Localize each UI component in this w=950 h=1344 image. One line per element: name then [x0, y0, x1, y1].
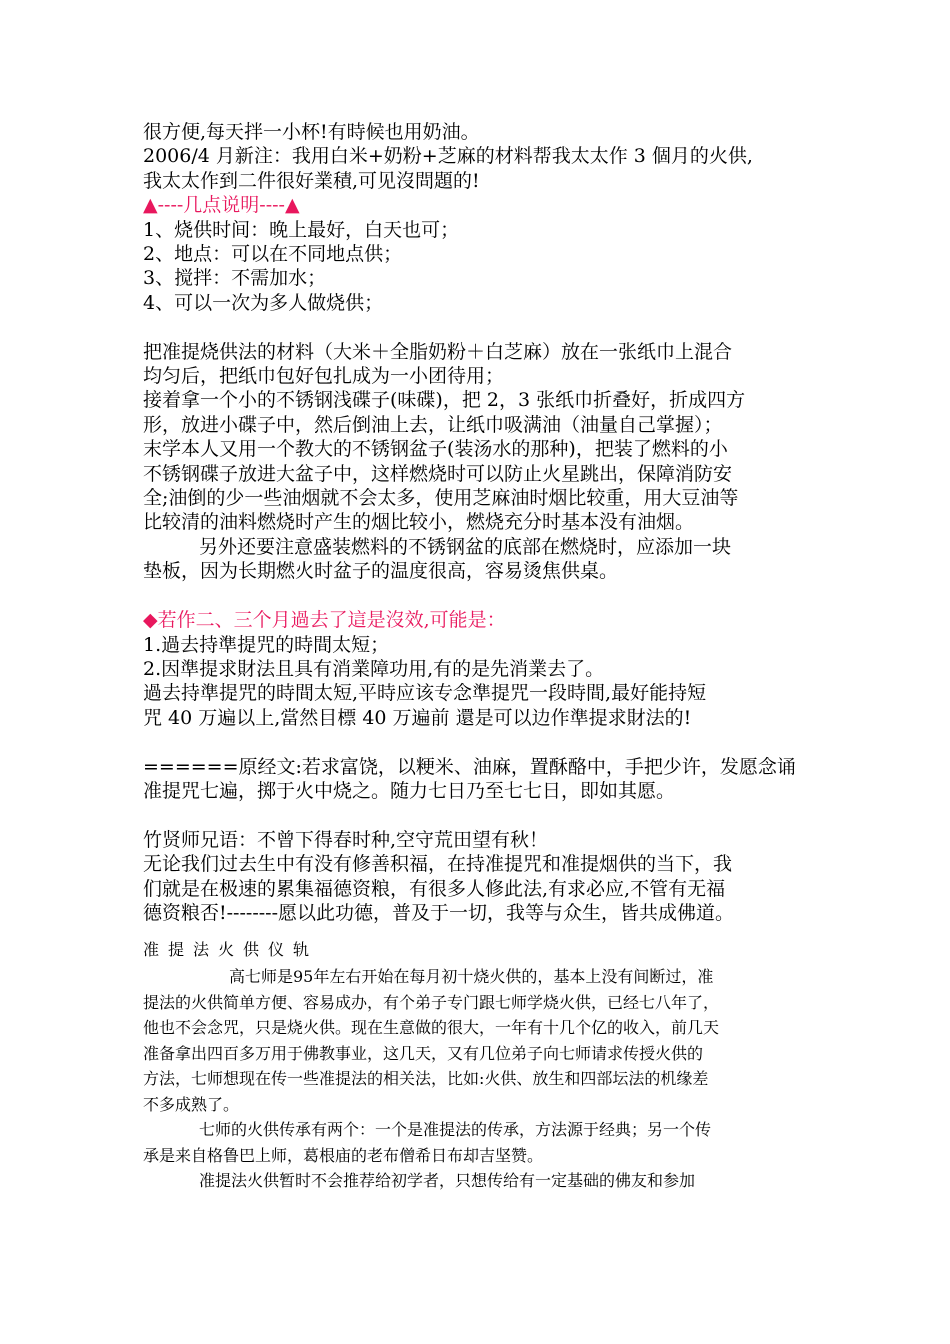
- text-line: 把准提烧供法的材料（大米＋全脂奶粉＋白芝麻）放在一张纸巾上混合: [143, 340, 733, 363]
- section-method: [143, 340, 823, 584]
- text-line: 末学本人又用一个教大的不锈钢盆子(装汤水的那种)，把装了燃料的小: [143, 438, 728, 461]
- document-page: [143, 120, 823, 1194]
- section-sutra: [143, 755, 823, 804]
- text-line: 全;油倒的少一些油烟就不会太多，使用芝麻油时烟比较重，用大豆油等: [143, 487, 739, 510]
- spacer: [143, 730, 823, 754]
- notes-item: 1、烧供时间：晚上最好，白天也可；: [143, 218, 460, 241]
- text-line: 方法，七师想现在传一些准提法的相关法，比如:火供、放生和四部坛法的机缘差: [143, 1069, 709, 1089]
- text-line: ======原经文:若求富饶，以粳米、油麻，置酥酪中，手把少许，发愿念诵: [143, 755, 796, 778]
- spacer: [143, 803, 823, 827]
- text-line: 比较清的油料燃烧时产生的烟比较小，燃烧充分时基本没有油烟。: [143, 511, 695, 534]
- text-line: 形，放进小碟子中，然后倒油上去，让纸巾吸满油（油量自己掌握）；: [143, 413, 723, 436]
- text-line: 准备拿出四百多万用于佛教事业，这几天，又有几位弟子向七师请求传授火供的: [143, 1043, 704, 1063]
- notes-item: 2、地点：可以在不同地点供；: [143, 243, 403, 266]
- ritual-title: 准提法火供仪轨: [143, 940, 319, 960]
- text-line: 我太太作到二件很好業積,可见沒問題的!: [143, 169, 480, 192]
- text-line: 他也不会念咒，只是烧火供。现在生意做的很大，一年有十几个亿的收入，前几天: [143, 1018, 720, 1038]
- text-line: 不多成熟了。: [143, 1094, 240, 1114]
- text-line: 1.過去持準提咒的時間太短；: [143, 633, 390, 656]
- text-line: 承是来自格鲁巴上师，葛根庙的老布僧希日布却吉坚赞。: [143, 1145, 544, 1165]
- text-line: 提法的火供简单方便、容易成办，有个弟子专门跟七师学烧火供，已经七八年了，: [143, 992, 720, 1012]
- section-ritual: [143, 964, 823, 1194]
- notes-header: ▲----几点说明----▲: [143, 194, 300, 217]
- text-line: 不锈钢碟子放进大盆子中，这样燃烧时可以防止火星跳出，保障消防安: [143, 462, 733, 485]
- text-line: 无论我们过去生中有没有修善积福，在持准提咒和准提烟供的当下，我: [143, 853, 733, 876]
- section-reasons: [143, 633, 823, 731]
- notes-item: 3、搅拌：不需加水；: [143, 267, 327, 290]
- text-line: 高七师是95年左右开始在每月初十烧火供的，基本上没有间断过，准: [229, 967, 714, 987]
- section-intro: [143, 120, 823, 193]
- text-line: 垫板，因为长期燃火时盆子的温度很高，容易烫焦供桌。: [143, 560, 619, 583]
- text-line: 竹贤师兄语：不曾下得春时种,空守荒田望有秋！: [143, 828, 549, 851]
- spacer: [143, 315, 823, 339]
- text-line: 准提法火供暂时不会推荐给初学者，只想传给有一定基础的佛友和参加: [199, 1171, 696, 1191]
- notes-list: [143, 218, 823, 316]
- text-line: 七师的火供传承有两个：一个是准提法的传承，方法源于经典；另一个传: [199, 1120, 712, 1140]
- text-line: 接着拿一个小的不锈钢浅碟子(味碟)，把 2，3 张纸巾折叠好，折成四方: [143, 389, 746, 412]
- text-line: 2006/4 月新注：我用白米+奶粉+芝麻的材料帮我太太作 3 個月的火供,: [143, 145, 753, 168]
- text-line: 咒 40 万遍以上,當然目標 40 万遍前 還是可以边作準提求財法的!: [143, 706, 692, 729]
- section-quote: [143, 828, 823, 926]
- text-line: 均匀后，把纸巾包好包扎成为一小团待用；: [143, 365, 505, 388]
- notes-item: 4、可以一次为多人做烧供；: [143, 291, 384, 314]
- text-line: 很方便,每天拌一小杯!有時候也用奶油。: [143, 121, 480, 143]
- ineffective-header: ◆若作二、三个月過去了這是沒效,可能是：: [143, 609, 506, 632]
- text-line: 過去持準提咒的時間太短,平時应该专念準提咒一段時間,最好能持短: [143, 682, 707, 705]
- spacer: [143, 584, 823, 608]
- text-line: 德资粮否!--------愿以此功德，普及于一切，我等与众生，皆共成佛道。: [143, 901, 734, 924]
- text-line: 们就是在极速的累集福德资粮，有很多人修此法,有求必应,不管有无福: [143, 877, 726, 900]
- text-line: 2.因準提求財法且具有消業障功用,有的是先消業去了。: [143, 657, 605, 680]
- text-line: 准提咒七遍，掷于火中烧之。随力七日乃至七七日，即如其愿。: [143, 779, 676, 802]
- text-line: 另外还要注意盛装燃料的不锈钢盆的底部在燃烧时，应添加一块: [199, 535, 732, 558]
